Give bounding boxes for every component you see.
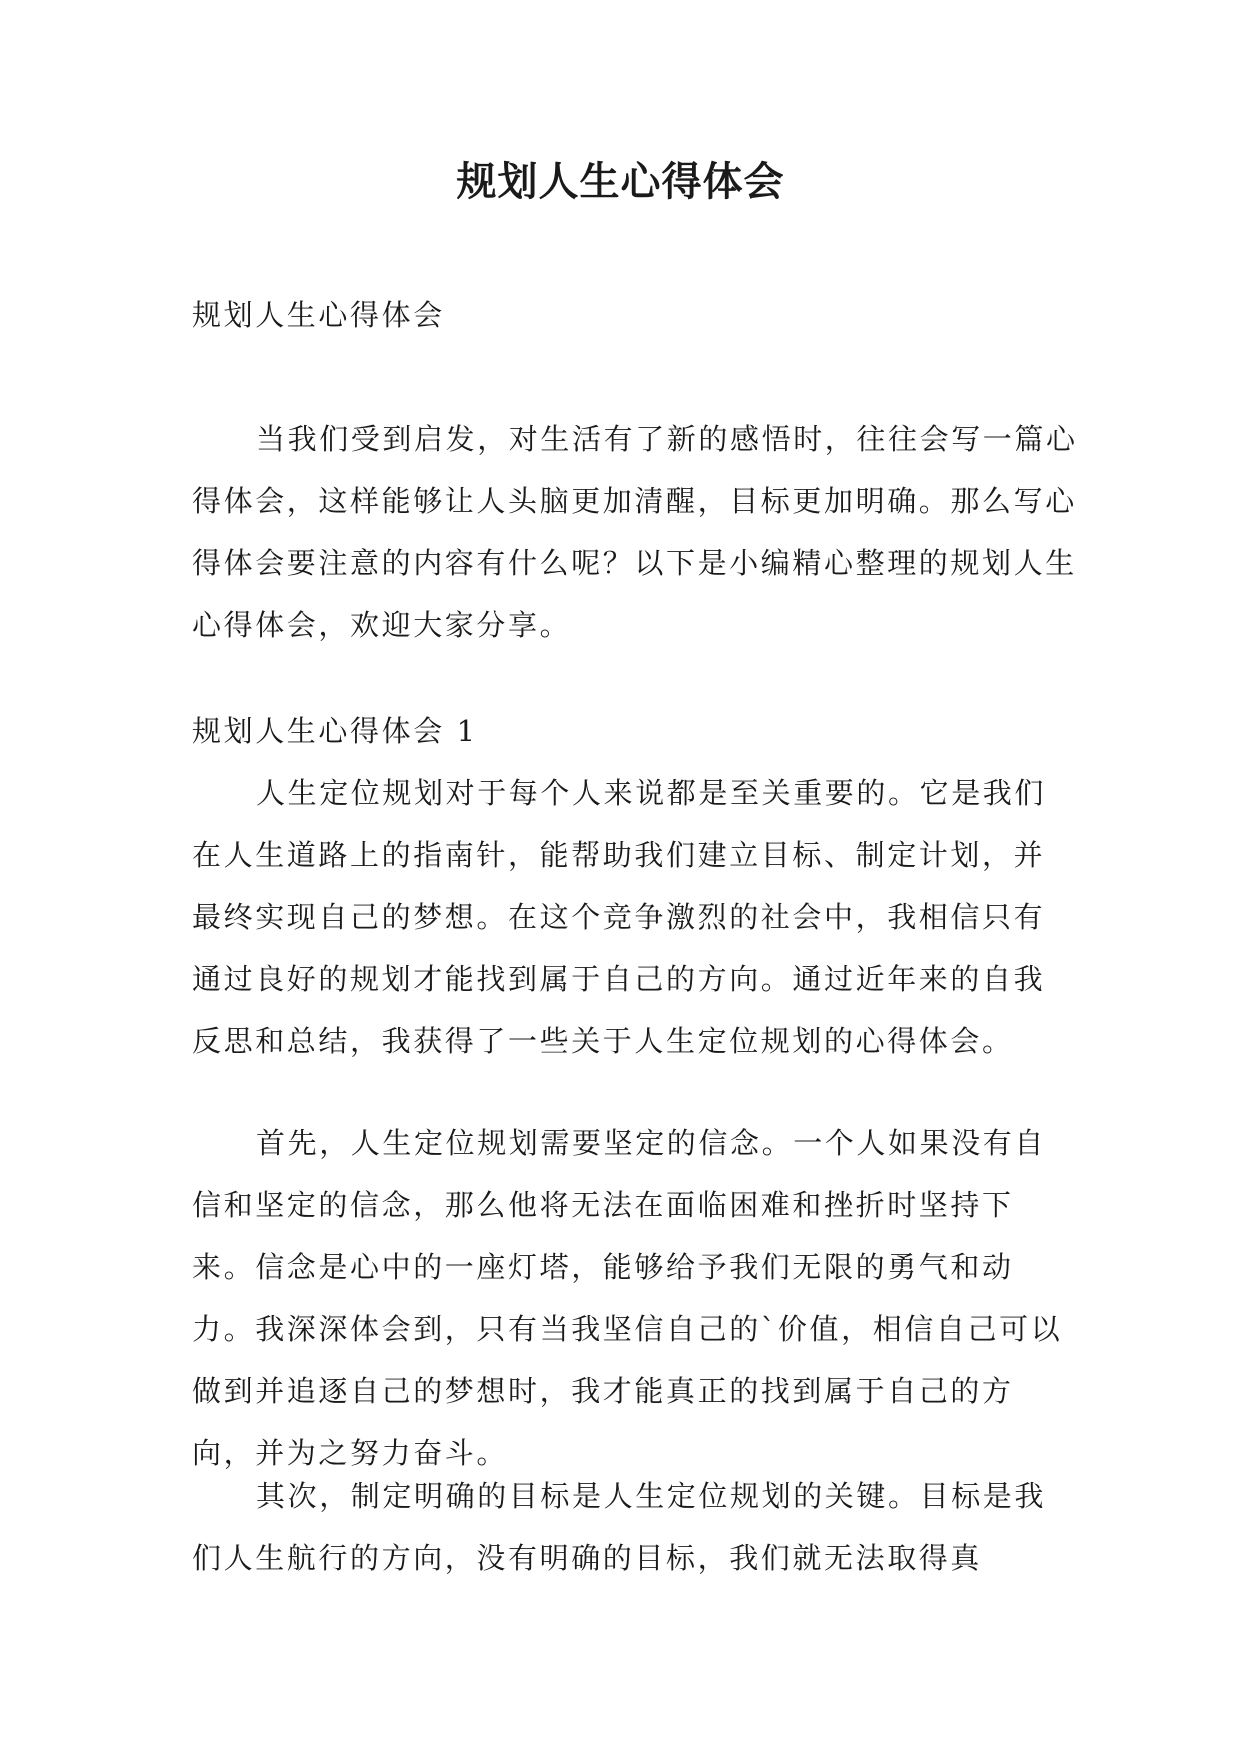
body-paragraph-1: 人生定位规划对于每个人来说都是至关重要的。它是我们在人生道路上的指南针，能帮助我们建立目标、制定计划，并最终实现自己的梦想。在这个竞争激烈的社会中，我相信只有通过良好的规划才能找到属于自己的方向。通过近年来的自我反思和总结，我获得了一些关于人生定位规划的心得体会。: [192, 776, 1047, 1058]
section-heading: 规划人生心得体会 1: [192, 714, 478, 748]
intro-paragraph: 当我们受到启发，对生活有了新的感悟时，往往会写一篇心得体会，这样能够让人头脑更加清醒，目标更加明确。那么写心得体会要注意的内容有什么呢？以下是小编精心整理的规划人生心得体会，欢迎大家分享。: [192, 422, 1078, 642]
document-subtitle: 规划人生心得体会: [192, 298, 445, 332]
body-paragraph-2: 首先，人生定位规划需要坚定的信念。一个人如果没有自信和坚定的信念，那么他将无法在面临困难和挫折时坚持下来。信念是心中的一座灯塔，能够给予我们无限的勇气和动力。我深深体会到，只有当我坚信自己的`价值，相信自己可以做到并追逐自己的梦想时，我才能真正的找到属于自己的方向，并为之努力奋斗。: [192, 1126, 1063, 1470]
body-paragraph-3: 其次，制定明确的目标是人生定位规划的关键。目标是我们人生航行的方向，没有明确的目标，我们就无法取得真: [192, 1479, 1047, 1575]
document-title: 规划人生心得体会: [456, 159, 785, 205]
